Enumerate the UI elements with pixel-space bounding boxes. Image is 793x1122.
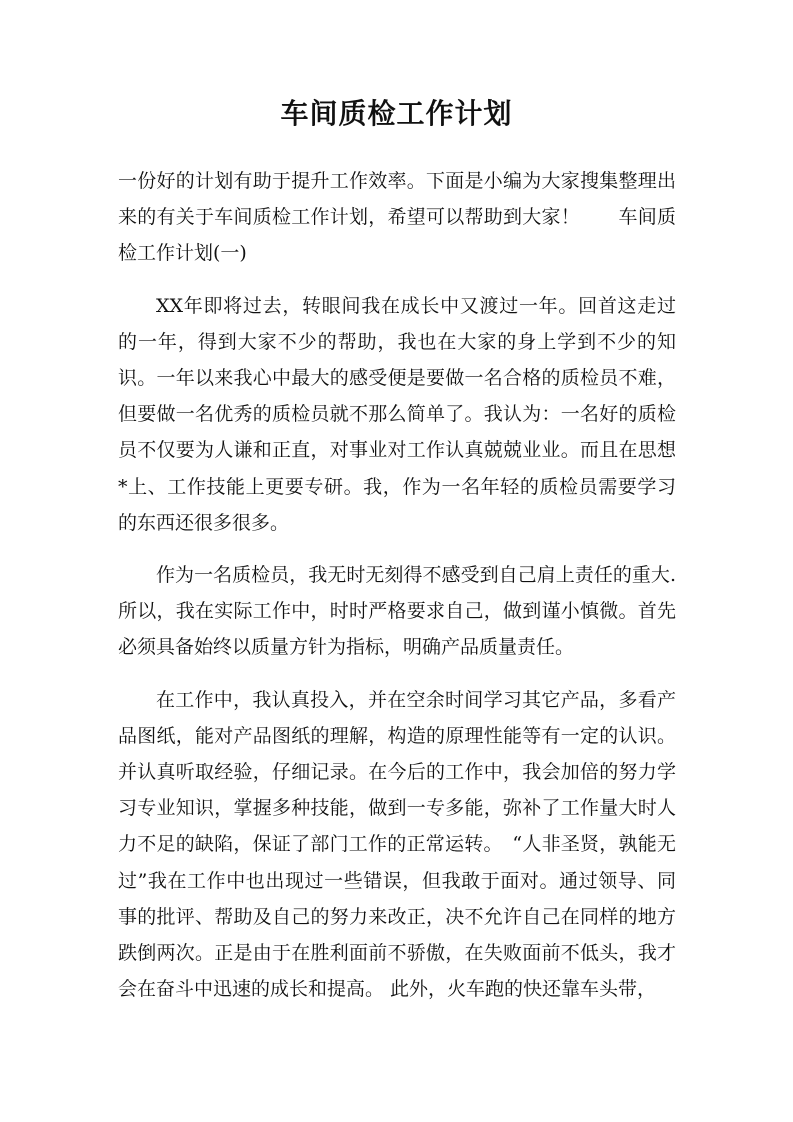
intro-paragraph: 一份好的计划有助于提升工作效率。下面是小编为大家搜集整理出来的有关于车间质检工作计划，希望可以帮助到大家！ 车间质检工作计划(一)	[118, 170, 676, 265]
body-paragraph-3: 在工作中，我认真投入，并在空余时间学习其它产品，多看产品图纸，能对产品图纸的理解，构造的原理性能等有一定的认识。并认真听取经验，仔细记录。在今后的工作中，我会加倍的努力学习专业知识，掌握多种技能，做到一专多能，弥补了工作量大时人力不足的缺陷，保证了部门工作的正常运转。 “人非圣贤，孰能无过”我在工作中也出现过一些错误，但我敢于面对。通过领导、同事的批评、帮助及自己的努力来改正，决不允许自己在同样的地方跌倒两次。正是由于在胜利面前不骄傲，在失败面前不低头，我才会在奋斗中迅速的成长和提高。 此外，火车跑的快还靠车头带，	[118, 688, 676, 1001]
document-body	[118, 163, 676, 1023]
document-title: 车间质检工作计划	[280, 97, 513, 130]
body-paragraph-2: 作为一名质检员，我无时无刻得不感受到自己肩上责任的重大.所以，我在实际工作中，时时严格要求自己，做到谨小慎微。首先必须具备始终以质量方针为指标，明确产品质量责任。	[118, 564, 676, 659]
body-paragraph-1: XX年即将过去，转眼间我在成长中又渡过一年。回首这走过的一年，得到大家不少的帮助，我也在大家的身上学到不少的知识。一年以来我心中最大的感受便是要做一名合格的质检员不难，但要做一名优秀的质检员就不那么简单了。我认为：一名好的质检员不仅要为人谦和正直，对事业对工作认真兢兢业业。而且在思想*上、工作技能上更要专研。我，作为一名年轻的质检员需要学习的东西还很多很多。	[118, 294, 676, 534]
